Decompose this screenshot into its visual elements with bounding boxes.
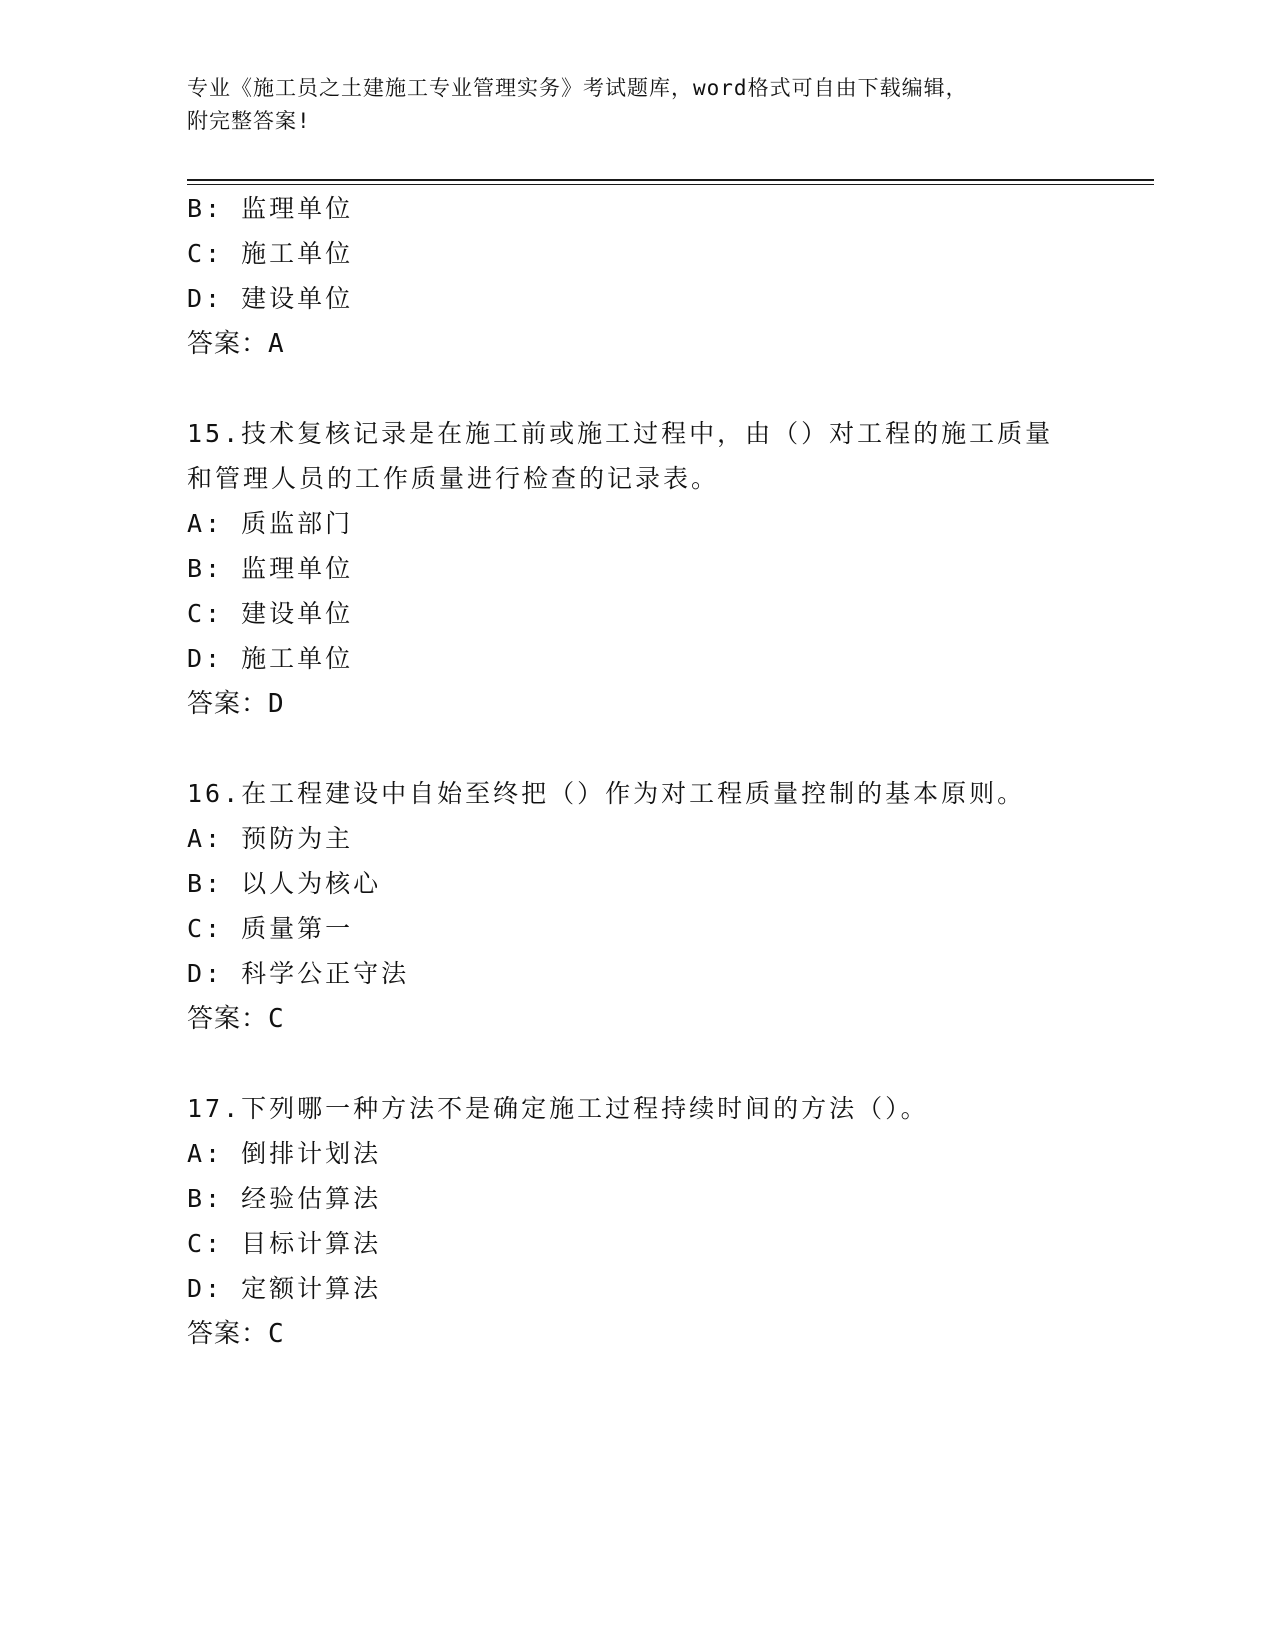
q17-option-c: C: 目标计算法 (187, 1229, 382, 1258)
q16-option-a: A: 预防为主 (187, 824, 354, 853)
q15-stem-line-2: 和管理人员的工作质量进行检查的记录表。 (187, 464, 720, 493)
document-header (187, 72, 1087, 138)
q17-stem-line-1: 17.下列哪一种方法不是确定施工过程持续时间的方法（）。 (187, 1094, 929, 1123)
header-line-2: 附完整答案! (187, 109, 311, 133)
q17-answer (187, 1311, 285, 1357)
answer-value: D (268, 689, 285, 719)
answer-label: 答案： (187, 1319, 269, 1349)
answer-label: 答案： (187, 689, 269, 719)
q17-option-d: D: 定额计算法 (187, 1274, 382, 1303)
answer-value: C (268, 1319, 285, 1349)
answer-label: 答案： (187, 1004, 269, 1034)
answer-value: A (268, 329, 285, 359)
q16-option-d: D: 科学公正守法 (187, 959, 410, 988)
q16-answer (187, 996, 285, 1042)
prev-option-b: B: 监理单位 (187, 194, 354, 223)
prev-option-d: D: 建设单位 (187, 284, 354, 313)
prev-answer (187, 321, 285, 367)
header-line-1: 专业《施工员之土建施工专业管理实务》考试题库，word格式可自由下载编辑， (187, 76, 968, 100)
q17-option-a: A: 倒排计划法 (187, 1139, 382, 1168)
q15-option-a: A: 质监部门 (187, 509, 354, 538)
q15-option-b: B: 监理单位 (187, 554, 354, 583)
q15-answer (187, 681, 285, 727)
q15-option-d: D: 施工单位 (187, 644, 354, 673)
q15-option-c: C: 建设单位 (187, 599, 354, 628)
header-divider-thick (187, 179, 1154, 181)
q16-option-b: B: 以人为核心 (187, 869, 382, 898)
prev-option-c: C: 施工单位 (187, 239, 354, 268)
q15-stem-line-1: 15.技术复核记录是在施工前或施工过程中，由（）对工程的施工质量 (187, 419, 1054, 448)
header-divider-thin (187, 184, 1154, 185)
q16-option-c: C: 质量第一 (187, 914, 354, 943)
answer-value: C (268, 1004, 285, 1034)
answer-label: 答案： (187, 329, 269, 359)
q16-stem-line-1: 16.在工程建设中自始至终把（）作为对工程质量控制的基本原则。 (187, 779, 1026, 808)
q17-option-b: B: 经验估算法 (187, 1184, 382, 1213)
